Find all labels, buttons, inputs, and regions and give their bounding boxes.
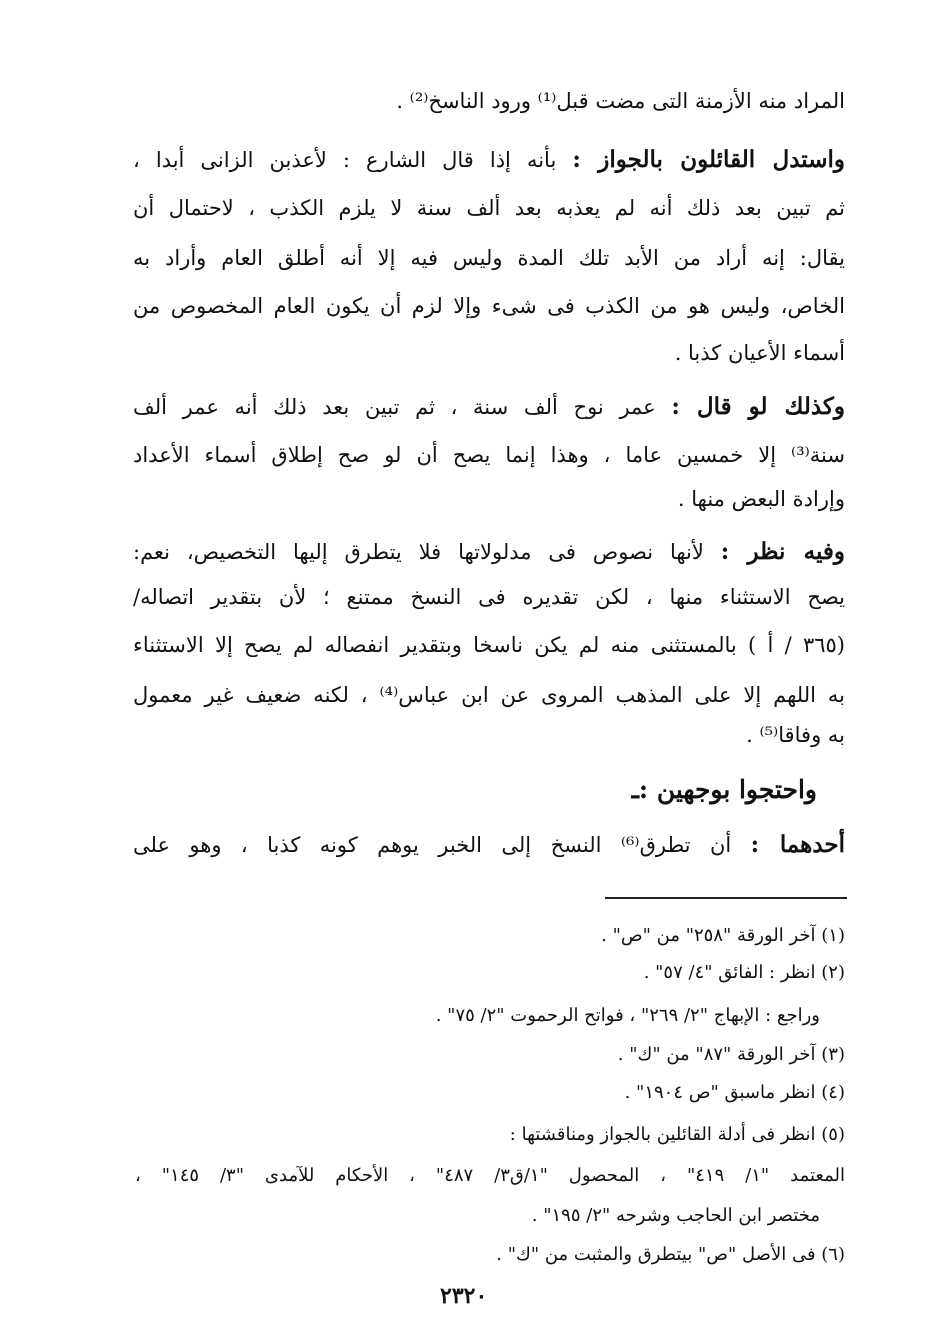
body-line: ثم تبين بعد ذلك أنه لم يعذبه بعد ألف سنة لا يلزم الكذب ، لاحتمال أن <box>133 196 845 220</box>
body-line: يقال: إنه أراد من الأبد تلك المدة وليس فيه إلا أنه أطلق العام وأراد به <box>133 246 845 270</box>
paragraph-lead: وكذلك لو قال : <box>671 393 845 420</box>
body-line: وإرادة البعض منها . <box>677 487 845 511</box>
paragraph-lead: وفيه نظر : <box>720 538 846 565</box>
body-line: وكذلك لو قال : عمر نوح ألف سنة ، ثم تبين بعد ذلك أنه عمر ألف <box>133 393 845 420</box>
footnote-divider <box>605 897 847 899</box>
paragraph-lead: أحدهما : <box>750 831 845 858</box>
body-line: (٣٦٥ / أ ) بالمستثنى منه لم يكن ناسخا وبتقدير انفصاله لم يصح إلا الاستثناء <box>133 633 845 657</box>
footnote: (٢) انظر : الفائق "٤/ ٥٧" . <box>643 962 845 983</box>
footnote: (٦) فى الأصل "ص" بيتطرق والمثبت من "ك" . <box>496 1244 845 1265</box>
body-line: أحدهما : أن تطرق⁽⁶⁾ النسخ إلى الخبر يوهم كونه كذبا ، وهو على <box>133 831 845 858</box>
body-line: وفيه نظر : لأنها نصوص فى مدلولاتها فلا يتطرق إليها التخصيص، نعم: <box>133 538 846 565</box>
page-number: ٢٣٢٠ <box>440 1283 488 1309</box>
footnote: (٣) آخر الورقة "٨٧" من "ك" . <box>617 1044 845 1065</box>
body-line: المراد منه الأزمنة التى مضت قبل⁽¹⁾ ورود الناسخ⁽²⁾ . <box>396 89 845 113</box>
footnote: المعتمد "١/ ٤١٩" ، المحصول "١/ق٣/ ٤٨٧" ، الأحكام للآمدى "٣/ ١٤٥" ، <box>135 1165 845 1186</box>
footnote: (٥) انظر فى أدلة القائلين بالجواز ومناقشتها : <box>509 1124 845 1145</box>
footnote: مختصر ابن الحاجب وشرحه "٢/ ١٩٥" . <box>531 1205 820 1226</box>
body-line: سنة⁽³⁾ إلا خمسين عاما ، وهذا إنما يصح أن لو صح إطلاق أسماء الأعداد <box>133 443 845 467</box>
footnote: (١) آخر الورقة "٢٥٨" من "ص" . <box>601 925 845 946</box>
body-line: أسماء الأعيان كذبا . <box>674 341 845 365</box>
body-line: به اللهم إلا على المذهب المروى عن ابن عباس⁽⁴⁾ ، لكنه ضعيف غير معمول <box>133 683 846 707</box>
body-line: يصح الاستثناء منها ، لكن تقديره فى النسخ ممتنع ؛ لأن بتقدير اتصاله/ <box>133 585 845 609</box>
body-line: به وفاقا⁽⁵⁾ . <box>746 723 845 747</box>
footnote: (٤) انظر ماسبق "ص ١٩٠٤" . <box>624 1082 845 1103</box>
body-line: الخاص، وليس هو من الكذب فى شىء وإلا لزم أن يكون العام المخصوص من <box>133 294 845 318</box>
paragraph-lead: واستدل القائلون بالجواز : <box>572 146 845 173</box>
section-heading: واحتجوا بوجهين :ـ <box>631 775 817 804</box>
body-line: واستدل القائلون بالجواز : بأنه إذا قال الشارع : لأعذبن الزانى أبدا ، <box>133 146 845 173</box>
footnote: وراجع : الإبهاج "٢/ ٢٦٩" ، فواتح الرحموت "٢/ ٧٥" . <box>435 1005 820 1026</box>
